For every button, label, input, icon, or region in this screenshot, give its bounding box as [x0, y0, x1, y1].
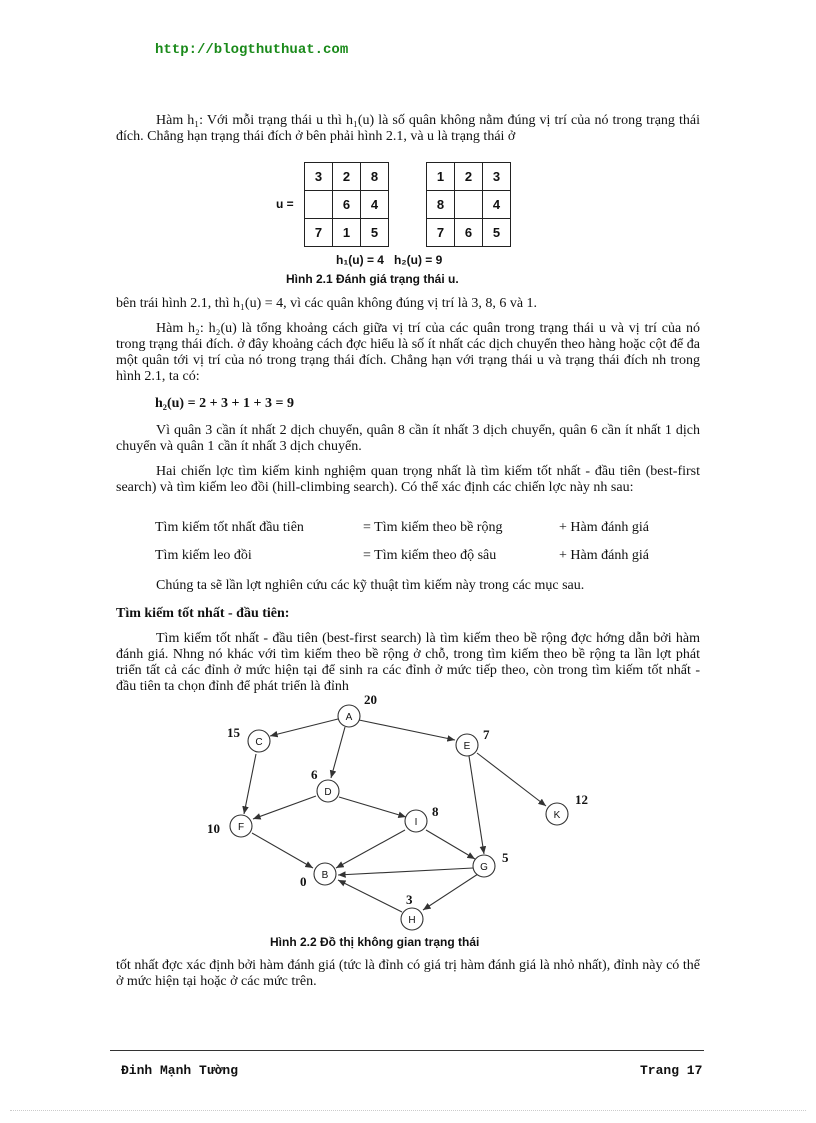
footer-author: Đinh Mạnh Tường: [121, 1063, 239, 1078]
grid-cell: 5: [483, 219, 511, 247]
node-label: A: [345, 712, 353, 723]
grid-cell: 4: [483, 191, 511, 219]
edge-f-b: [252, 833, 313, 868]
strategy-name: Tìm kiếm leo đồi: [155, 548, 252, 563]
grid-cell: [305, 191, 333, 219]
grid-cell: 8: [361, 163, 389, 191]
edge-d-f: [253, 796, 316, 819]
node-weight: 10: [207, 821, 220, 836]
node-label: F: [237, 822, 245, 833]
edge-h-b: [338, 880, 402, 912]
node-weight: 15: [227, 725, 240, 740]
edge-a-c: [270, 719, 338, 736]
grid-cell: 2: [333, 163, 361, 191]
node-label: K: [553, 810, 561, 821]
grid-cell: 1: [427, 163, 455, 191]
paragraph-next: Chúng ta sẽ lần lợt nghiên cứu các kỹ thuật tìm kiếm này trong các mục sau.: [156, 578, 585, 593]
paragraph-best-first-end: tốt nhất đợc xác định bởi hàm đánh giá (tức là đỉnh có giá trị hàm đánh giá là nhỏ nhất), đỉnh này có thể ở mức hiện tại hoặc ở các mức trên.: [116, 958, 700, 989]
strategy-plus: + Hàm đánh giá: [559, 548, 649, 563]
edge-d-i: [339, 797, 406, 817]
edge-g-h: [423, 874, 478, 910]
page-edge-divider: [10, 1110, 806, 1111]
grid-cell: 8: [427, 191, 455, 219]
edge-g-b: [338, 868, 473, 875]
strategy-plus: + Hàm đánh giá: [559, 520, 649, 535]
grid-cell: 6: [455, 219, 483, 247]
node-weight: 3: [406, 892, 413, 907]
node-weight: 12: [575, 792, 588, 807]
grid-cell: 4: [361, 191, 389, 219]
grid-cell: 5: [361, 219, 389, 247]
section-heading: Tìm kiếm tốt nhất - đầu tiên:: [116, 606, 290, 621]
node-weight: 7: [483, 727, 490, 742]
node-label: D: [324, 787, 332, 798]
equation-h2: h₂(u) = 2 + 3 + 1 + 3 = 9: [155, 396, 294, 411]
grid-cell: 7: [305, 219, 333, 247]
node-weight: 20: [364, 692, 377, 707]
edge-i-b: [336, 830, 405, 868]
grid-cell: 1: [333, 219, 361, 247]
edge-e-g: [469, 756, 484, 854]
node-label: E: [463, 741, 471, 752]
state-space-graph: [190, 690, 610, 940]
heuristic-values: h₁(u) = 4 h₂(u) = 9: [336, 253, 443, 267]
footer-divider: [110, 1050, 704, 1051]
edge-a-e: [359, 720, 455, 740]
node-weight: 0: [300, 874, 307, 889]
node-label: I: [414, 817, 418, 828]
edge-a-d: [331, 727, 345, 778]
grid-cell: 3: [305, 163, 333, 191]
figure2-caption: Hình 2.2 Đồ thị không gian trạng thái: [270, 935, 480, 949]
node-weight: 5: [502, 850, 509, 865]
node-label: B: [321, 870, 329, 881]
paragraph-h2-explain: Vì quân 3 cần ít nhất 2 dịch chuyển, quân 8 cần ít nhất 3 dịch chuyển, quân 6 cần ít nhất 1 dịch chuyển và quân 1 cần ít nhất 3 dịch chuyển.: [116, 423, 700, 454]
edge-e-k: [477, 753, 546, 806]
grid-cell: 7: [427, 219, 455, 247]
paragraph-h1-intro: Hàm h₁: Với mỗi trạng thái u thì h₁(u) là số quân không nằm đúng vị trí của nó trong trạng thái đích. Chẳng hạn trạng thái đích ở bên phải hình 2.1, và u là trạng thái ở: [116, 113, 700, 144]
strategy-equals: = Tìm kiếm theo độ sâu: [363, 548, 497, 563]
grid-cell: 2: [455, 163, 483, 191]
node-label: G: [480, 862, 488, 873]
figure1-caption: Hình 2.1 Đánh giá trạng thái u.: [286, 272, 459, 286]
node-weight: 6: [311, 767, 318, 782]
strategy-equals: = Tìm kiếm theo bề rộng: [363, 520, 503, 535]
grid-cell: [455, 191, 483, 219]
paragraph-best-first: Tìm kiếm tốt nhất - đầu tiên (best-first search) là tìm kiếm theo bề rộng đợc hớng dẫn bởi hàm đánh giá. Nhng nó khác với tìm kiếm theo bề rộng ở chỗ, trong tìm kiếm theo bề rộng ta lần lợt phát triển tất cả các đỉnh ở mức hiện tại để sinh ra các đỉnh ở mức tiếp theo, còn trong tìm kiếm tốt nhất - đầu tiên ta chọn đỉnh để phát triển là đỉnh: [116, 631, 700, 694]
paragraph-strategies: Hai chiến lợc tìm kiếm kinh nghiệm quan trọng nhất là tìm kiếm tốt nhất - đầu tiên (best-first search) và tìm kiếm leo đồi (hill-climbing search). Có thể xác định các chiến lợc này nh sau:: [116, 464, 700, 495]
node-label: C: [255, 737, 263, 748]
edge-c-f: [244, 754, 256, 814]
right-grid: [426, 162, 511, 247]
node-weight: 8: [432, 804, 439, 819]
paragraph-h1-result: bên trái hình 2.1, thì h₁(u) = 4, vì các quân không đúng vị trí là 3, 8, 6 và 1.: [116, 296, 538, 311]
strategy-name: Tìm kiếm tốt nhất đầu tiên: [155, 520, 304, 535]
footer-page-number: Trang 17: [640, 1063, 703, 1078]
edge-i-g: [426, 830, 475, 859]
grid-cell: 6: [333, 191, 361, 219]
node-label: H: [408, 915, 416, 926]
u-label: u =: [276, 197, 294, 211]
header-link[interactable]: http://blogthuthuat.com: [155, 42, 349, 58]
paragraph-h2: Hàm h₂: h₂(u) là tổng khoảng cách giữa vị trí của các quân trong trạng thái u và vị trí của nó trong trạng thái đích. ở đây khoảng cách đợc hiểu là số ít nhất các dịch chuyển theo hàng hoặc cột để đa một quân tới vị trí của nó trong trạng thái đích. Chẳng hạn với trạng thái u và trạng thái đích nh trong hình 2.1, ta có:: [116, 321, 700, 384]
grid-cell: 3: [483, 163, 511, 191]
left-grid: [304, 162, 389, 247]
